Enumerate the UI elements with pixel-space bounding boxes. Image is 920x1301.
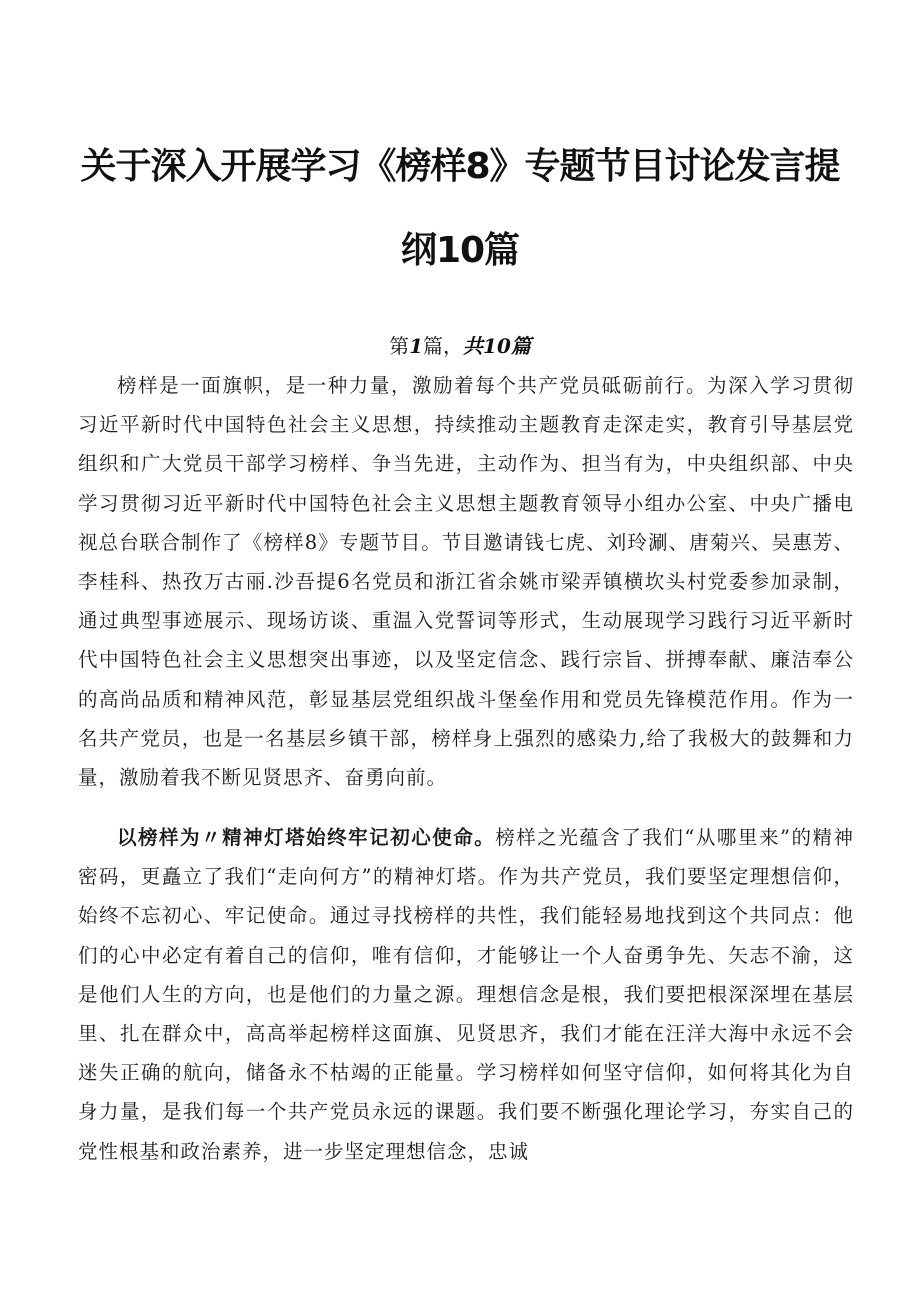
subtitle-mid: 篇，: [423, 334, 464, 358]
paragraph-2: [78, 818, 854, 1258]
document-title-line2: 纲10篇: [400, 230, 520, 271]
document-title-line1: 关于深入开展学习《榜样8》专题节目讨论发言提: [80, 146, 840, 187]
subtitle-prefix: 第: [389, 334, 410, 358]
paragraph-2-body: 榜样之光蕴含了我们“从哪里来”的精神密码，更矗立了我们“走向何方”的精神灯塔。作为共产党员，我们要坚定理想信仰，始终不忘初心、牢记使命。通过寻找榜样的共性，我们能轻易地找到这个共同点：他们的心中必定有着自己的信仰，唯有信仰，才能够让一个人奋勇争先、矢志不渝，这是他们人生的方向，也是他们的力量之源。理想信念是根，我们要把根深深埋在基层里、扎在群众中，高高举起榜样这面旗、见贤思齐，我们才能在汪洋大海中永远不会迷失正确的航向，储备永不枯竭的正能量。学习榜样如何坚守信仰，如何将其化为自身力量，是我们每一个共产党员永远的课题。我们要不断强化理论学习，夯实自己的党性根基和政治素养，进一步坚定理想信念，忠诚: [78, 826, 854, 1163]
section-subtitle: [0, 330, 920, 359]
paragraph-1: 榜样是一面旗帜，是一种力量，激励着每个共产党员砥砺前行。为深入学习贯彻习近平新时代中国特色社会主义思想，持续推动主题教育走深走实，教育引导基层党组织和广大党员干部学习榜样、争当先进，主动作为、担当有为，中央组织部、中央学习贯彻习近平新时代中国特色社会主义思想主题教育领导小组办公室、中央广播电视总台联合制作了《榜样8》专题节目。节目邀请钱七虎、刘玲涮、唐菊兴、吴惠芳、李桂科、热孜万古丽.沙吾提6名党员和浙江省余姚市梁弄镇横坎头村党委参加录制，通过典型事迹展示、现场访谈、重温入党誓词等形式，生动展现学习践行习近平新时代中国特色社会主义思想突出事迹，以及坚定信念、践行宗旨、拼搏奉献、廉洁奉公的高尚品质和精神风范，彰显基层党组织战斗堡垒作用和党员先锋模范作用。作为一名共产党员，也是一名基层乡镇干部，榜样身上强烈的感染力,给了我极大的鼓舞和力量，激励着我不断见贤思齐、奋勇向前。: [78, 374, 854, 790]
paragraph-2-lead: 以榜样为〃精神灯塔始终牢记初心使命。: [117, 826, 496, 849]
subtitle-suffix: 共10篇: [463, 334, 531, 358]
subtitle-number: 1: [409, 334, 424, 358]
